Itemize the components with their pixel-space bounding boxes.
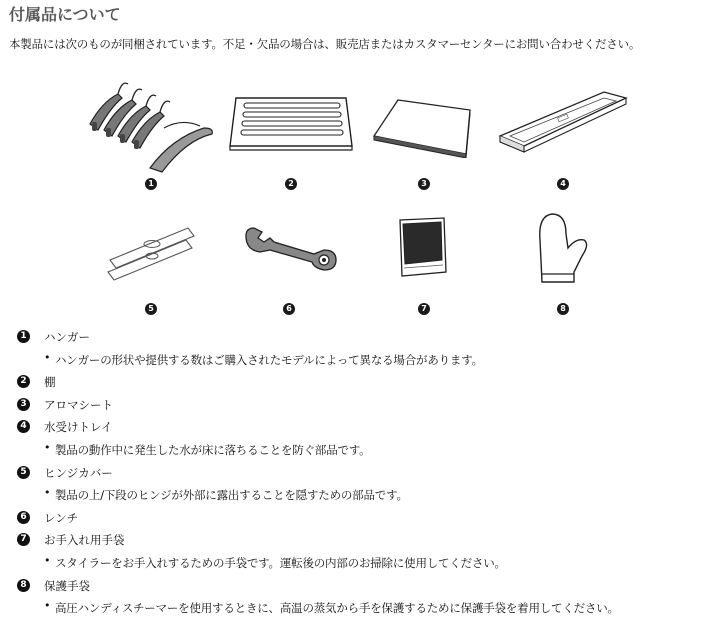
figure-badge-1: 1: [145, 178, 157, 190]
protective-glove-illustration: [528, 210, 592, 288]
page-title: 付属品について: [9, 5, 121, 24]
list-item: [17, 371, 697, 394]
item-number: 4: [17, 420, 30, 433]
aroma-sheet-illustration: [370, 96, 480, 158]
item-number: 1: [17, 330, 30, 343]
item-note: 製品の上/下段のヒンジが外部に露出することを隠すための部品です。: [55, 488, 408, 503]
bullet: •: [44, 599, 51, 613]
figure-badge-6: 6: [283, 303, 295, 315]
list-item: [17, 529, 697, 552]
hinge-cover-illustration: [104, 218, 199, 288]
item-label: ヒンジカバー: [44, 465, 113, 480]
drip-tray-illustration: [496, 84, 631, 156]
item-label: アロマシート: [44, 397, 113, 412]
item-label: 保護手袋: [44, 578, 90, 593]
shelf-illustration: [226, 94, 356, 154]
item-label: お手入れ用手袋: [44, 533, 125, 548]
intro-text: 本製品には次のものが同梱されています。不足・欠品の場合は、販売店またはカスタマーセンターにお問い合わせください。: [9, 37, 641, 51]
item-number: 5: [17, 466, 30, 479]
item-number: 3: [17, 398, 30, 411]
hanger-set-illustration: [82, 72, 222, 182]
item-label: 棚: [44, 375, 56, 390]
bullet: •: [44, 486, 51, 500]
item-number: 8: [17, 579, 30, 592]
list-item: [17, 394, 697, 417]
list-item-note: [17, 552, 697, 575]
figure-badge-3: 3: [418, 178, 430, 190]
list-item-note: [17, 484, 697, 507]
item-note: ハンガーの形状や提供する数はご購入されたモデルによって異なる場合があります。: [55, 352, 483, 367]
figure-badge-2: 2: [285, 178, 297, 190]
wrench-illustration: [240, 224, 345, 274]
bullet: •: [44, 440, 51, 454]
accessory-list: [17, 326, 697, 620]
item-note: スタイラーをお手入れするための手袋です。運転後の内部のお掃除に使用してください。: [55, 555, 506, 570]
bullet: •: [44, 553, 51, 567]
list-item-note: [17, 597, 697, 620]
figure-badge-7: 7: [418, 303, 430, 315]
list-item: [17, 416, 697, 439]
list-item: [17, 462, 697, 485]
bullet: •: [44, 350, 51, 364]
item-number: 6: [17, 511, 30, 524]
item-label: 水受けトレイ: [44, 420, 113, 435]
figure-badge-4: 4: [557, 178, 569, 190]
item-label: ハンガー: [44, 330, 90, 344]
item-number: 2: [17, 375, 30, 388]
figure-badge-8: 8: [557, 303, 569, 315]
list-item: [17, 326, 697, 349]
figure-badge-5: 5: [145, 303, 157, 315]
item-label: レンチ: [44, 510, 79, 525]
list-item-note: [17, 439, 697, 462]
cleaning-glove-illustration: [394, 214, 450, 280]
item-number: 7: [17, 533, 30, 546]
item-note: 製品の動作中に発生した水が床に落ちることを防ぐ部品です。: [55, 442, 371, 457]
list-item: [17, 507, 697, 530]
list-item: [17, 575, 697, 598]
list-item-note: [17, 349, 697, 372]
item-note: 高圧ハンディスチーマーを使用するときに、高温の蒸気から手を保護するために保護手袋を着用してください。: [55, 601, 619, 616]
